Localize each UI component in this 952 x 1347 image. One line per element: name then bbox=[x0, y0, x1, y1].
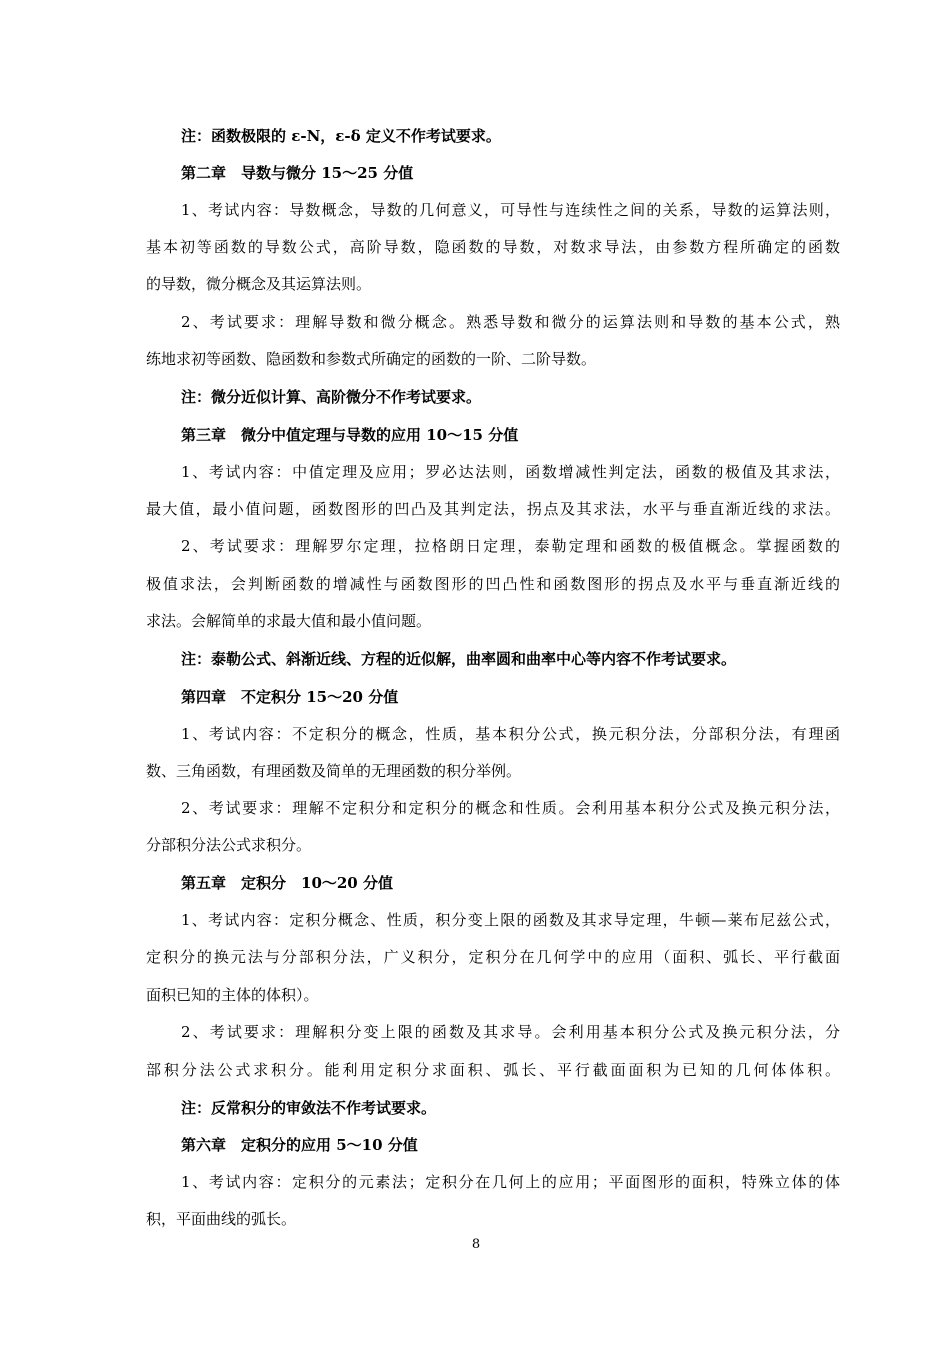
paragraph-line: 2、考试要求：理解积分变上限的函数及其求导。会利用基本积分公式及换元积分法，分 bbox=[181, 1023, 840, 1041]
chapter-heading: 第三章 微分中值定理与导数的应用 10～15 分值 bbox=[181, 426, 519, 444]
paragraph-line: 1、考试内容：中值定理及应用；罗必达法则，函数增减性判定法，函数的极值及其求法， bbox=[181, 463, 840, 481]
note-text: 注：泰勒公式、斜渐近线、方程的近似解，曲率圆和曲率中心等内容不作考试要求。 bbox=[181, 650, 737, 668]
paragraph-line: 2、考试要求：理解罗尔定理，拉格朗日定理，泰勒定理和函数的极值概念。掌握函数的 bbox=[181, 537, 840, 555]
paragraph-line: 1、考试内容：定积分的元素法；定积分在几何上的应用；平面图形的面积，特殊立体的体 bbox=[181, 1173, 840, 1191]
note-text: 注：函数极限的 ε-N，ε-δ 定义不作考试要求。 bbox=[181, 127, 501, 145]
paragraph-line: 2、考试要求：理解导数和微分概念。熟悉导数和微分的运算法则和导数的基本公式，熟 bbox=[181, 313, 840, 331]
paragraph-line: 数、三角函数，有理函数及简单的无理函数的积分举例。 bbox=[146, 762, 522, 780]
page-number: 8 bbox=[471, 1237, 481, 1252]
chapter-heading: 第六章 定积分的应用 5～10 分值 bbox=[181, 1136, 418, 1154]
chapter-heading: 第四章 不定积分 15～20 分值 bbox=[181, 688, 399, 706]
note-text: 注：反常积分的审敛法不作考试要求。 bbox=[181, 1099, 437, 1117]
paragraph-line: 1、考试内容：不定积分的概念，性质，基本积分公式，换元积分法，分部积分法，有理函 bbox=[181, 725, 840, 743]
chapter-heading: 第二章 导数与微分 15～25 分值 bbox=[181, 164, 414, 182]
paragraph-line: 的导数，微分概念及其运算法则。 bbox=[146, 275, 372, 293]
paragraph-line: 部积分法公式求积分。能利用定积分求面积、弧长、平行截面面积为已知的几何体体积。 bbox=[146, 1061, 840, 1079]
paragraph-line: 练地求初等函数、隐函数和参数式所确定的函数的一阶、二阶导数。 bbox=[146, 350, 597, 368]
paragraph-line: 面积已知的主体的体积）。 bbox=[146, 986, 319, 1004]
paragraph-line: 求法。会解简单的求最大值和最小值问题。 bbox=[146, 612, 432, 630]
note-text: 注：微分近似计算、高阶微分不作考试要求。 bbox=[181, 388, 482, 406]
paragraph-line: 定积分的换元法与分部积分法，广义积分，定积分在几何学中的应用（面积、弧长、平行截面 bbox=[146, 948, 840, 966]
chapter-heading: 第五章 定积分 10～20 分值 bbox=[181, 874, 393, 892]
paragraph-line: 积，平面曲线的弧长。 bbox=[146, 1210, 297, 1228]
paragraph-line: 基本初等函数的导数公式，高阶导数，隐函数的导数，对数求导法，由参数方程所确定的函数 bbox=[146, 238, 840, 256]
paragraph-line: 极值求法，会判断函数的增减性与函数图形的凹凸性和函数图形的拐点及水平与垂直渐近线的 bbox=[146, 575, 840, 593]
paragraph-line: 1、考试内容：导数概念，导数的几何意义，可导性与连续性之间的关系，导数的运算法则， bbox=[181, 201, 840, 219]
paragraph-line: 1、考试内容：定积分概念、性质，积分变上限的函数及其求导定理，牛顿—莱布尼兹公式， bbox=[181, 911, 840, 929]
paragraph-line: 分部积分法公式求积分。 bbox=[146, 836, 312, 854]
paragraph-line: 2、考试要求：理解不定积分和定积分的概念和性质。会利用基本积分公式及换元积分法， bbox=[181, 799, 840, 817]
paragraph-line: 最大值，最小值问题，函数图形的凹凸及其判定法，拐点及其求法，水平与垂直渐近线的求法。 bbox=[146, 500, 840, 518]
